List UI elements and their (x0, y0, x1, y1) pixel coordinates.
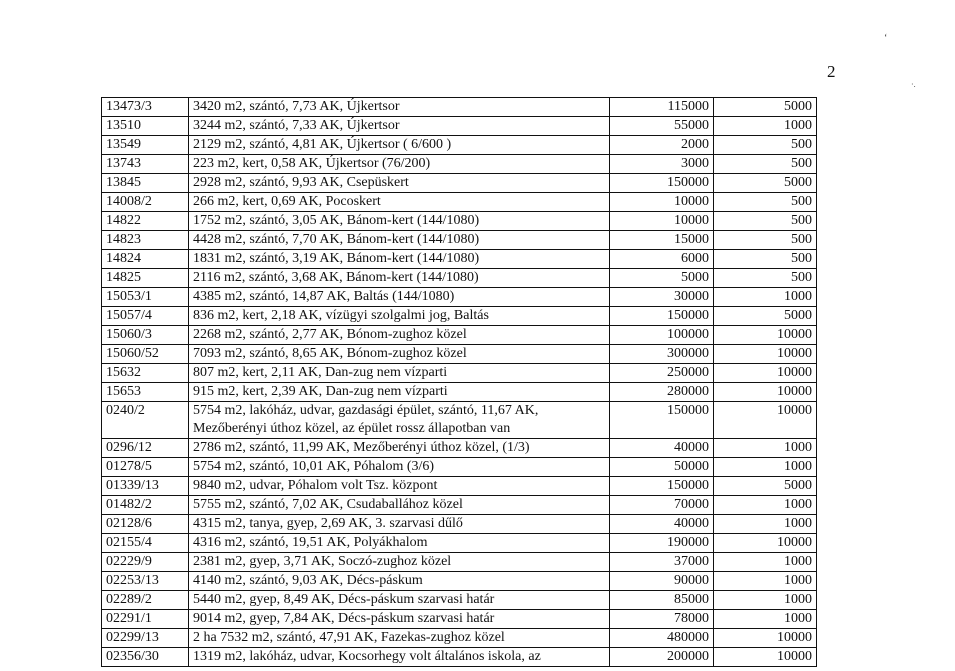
parcel-price-cell: 280000 (610, 383, 714, 402)
parcel-deposit-cell: 5000 (714, 174, 817, 193)
table-row (102, 591, 817, 610)
scan-speck: ·. (911, 80, 916, 89)
parcel-description-cell: 2 ha 7532 m2, szántó, 47,91 AK, Fazekas-zughoz közel (189, 629, 610, 648)
parcel-deposit-cell: 10000 (714, 326, 817, 345)
parcel-description-cell: 3420 m2, szántó, 7,73 AK, Újkertsor (189, 98, 610, 117)
parcel-id-cell: 02155/4 (102, 534, 189, 553)
parcel-price-cell: 150000 (610, 307, 714, 326)
parcel-id-cell: 14825 (102, 269, 189, 288)
parcel-id-cell: 02253/13 (102, 572, 189, 591)
parcel-deposit-cell: 1000 (714, 439, 817, 458)
parcel-description-cell: 4428 m2, szántó, 7,70 AK, Bánom-kert (144/1080) (189, 231, 610, 250)
parcel-price-cell: 40000 (610, 515, 714, 534)
parcel-price-cell: 150000 (610, 402, 714, 439)
parcel-description-cell: 1752 m2, szántó, 3,05 AK, Bánom-kert (144/1080) (189, 212, 610, 231)
parcel-price-cell: 10000 (610, 193, 714, 212)
parcel-id-cell: 14823 (102, 231, 189, 250)
parcel-description-cell: 2381 m2, gyep, 3,71 AK, Soczó-zughoz közel (189, 553, 610, 572)
parcel-description-cell: 4140 m2, szántó, 9,03 AK, Décs-páskum (189, 572, 610, 591)
page-number: 2 (827, 62, 836, 81)
parcel-description-cell: 1831 m2, szántó, 3,19 AK, Bánom-kert (144/1080) (189, 250, 610, 269)
parcel-id-cell: 15632 (102, 364, 189, 383)
parcel-deposit-cell: 1000 (714, 496, 817, 515)
parcel-description-cell: 7093 m2, szántó, 8,65 AK, Bónom-zughoz közel (189, 345, 610, 364)
parcel-id-cell: 15060/3 (102, 326, 189, 345)
parcel-description-cell: 836 m2, kert, 2,18 AK, vízügyi szolgalmi jog, Baltás (189, 307, 610, 326)
table-row (102, 496, 817, 515)
parcel-description-cell: 4316 m2, szántó, 19,51 AK, Polyákhalom (189, 534, 610, 553)
parcel-description-cell: 5754 m2, lakóház, udvar, gazdasági épület, szántó, 11,67 AK, Mezőberényi úthoz közel, az épület rossz állapotban van (189, 402, 610, 439)
parcel-price-cell: 10000 (610, 212, 714, 231)
parcel-id-cell: 14822 (102, 212, 189, 231)
table-row (102, 250, 817, 269)
parcel-price-cell: 2000 (610, 136, 714, 155)
parcel-price-cell: 200000 (610, 648, 714, 667)
parcel-deposit-cell: 10000 (714, 402, 817, 439)
parcel-deposit-cell: 500 (714, 193, 817, 212)
parcel-deposit-cell: 1000 (714, 117, 817, 136)
parcel-description-cell: 223 m2, kert, 0,58 AK, Újkertsor (76/200) (189, 155, 610, 174)
parcel-table-container (101, 97, 816, 667)
table-row (102, 155, 817, 174)
parcel-description-cell: 915 m2, kert, 2,39 AK, Dan-zug nem vízparti (189, 383, 610, 402)
parcel-id-cell: 02229/9 (102, 553, 189, 572)
parcel-deposit-cell: 500 (714, 212, 817, 231)
parcel-deposit-cell: 500 (714, 250, 817, 269)
parcel-deposit-cell: 1000 (714, 591, 817, 610)
parcel-id-cell: 02356/30 (102, 648, 189, 667)
parcel-deposit-cell: 10000 (714, 383, 817, 402)
scan-speck: ‘ (884, 33, 888, 44)
parcel-price-cell: 190000 (610, 534, 714, 553)
parcel-deposit-cell: 10000 (714, 345, 817, 364)
parcel-id-cell: 15653 (102, 383, 189, 402)
parcel-id-cell: 15053/1 (102, 288, 189, 307)
parcel-price-cell: 85000 (610, 591, 714, 610)
parcel-table (101, 97, 817, 667)
parcel-id-cell: 02128/6 (102, 515, 189, 534)
table-row (102, 534, 817, 553)
table-row (102, 610, 817, 629)
parcel-description-cell: 2129 m2, szántó, 4,81 AK, Újkertsor ( 6/600 ) (189, 136, 610, 155)
parcel-description-cell: 2786 m2, szántó, 11,99 AK, Mezőberényi úthoz közel, (1/3) (189, 439, 610, 458)
parcel-deposit-cell: 10000 (714, 629, 817, 648)
table-row (102, 364, 817, 383)
table-row (102, 269, 817, 288)
parcel-description-cell: 9014 m2, gyep, 7,84 AK, Décs-páskum szarvasi határ (189, 610, 610, 629)
parcel-price-cell: 70000 (610, 496, 714, 515)
table-row (102, 402, 817, 439)
parcel-price-cell: 3000 (610, 155, 714, 174)
parcel-description-cell: 2268 m2, szántó, 2,77 AK, Bónom-zughoz közel (189, 326, 610, 345)
parcel-id-cell: 01278/5 (102, 458, 189, 477)
parcel-id-cell: 02291/1 (102, 610, 189, 629)
parcel-price-cell: 15000 (610, 231, 714, 250)
parcel-price-cell: 30000 (610, 288, 714, 307)
table-row (102, 629, 817, 648)
parcel-price-cell: 300000 (610, 345, 714, 364)
table-row (102, 383, 817, 402)
parcel-id-cell: 13743 (102, 155, 189, 174)
parcel-table-body (102, 98, 817, 667)
table-row (102, 515, 817, 534)
parcel-price-cell: 5000 (610, 269, 714, 288)
parcel-deposit-cell: 1000 (714, 553, 817, 572)
table-row (102, 288, 817, 307)
parcel-id-cell: 14824 (102, 250, 189, 269)
parcel-price-cell: 150000 (610, 174, 714, 193)
parcel-deposit-cell: 10000 (714, 364, 817, 383)
table-row (102, 136, 817, 155)
parcel-price-cell: 115000 (610, 98, 714, 117)
parcel-price-cell: 78000 (610, 610, 714, 629)
parcel-price-cell: 100000 (610, 326, 714, 345)
parcel-price-cell: 480000 (610, 629, 714, 648)
parcel-id-cell: 02289/2 (102, 591, 189, 610)
parcel-id-cell: 01339/13 (102, 477, 189, 496)
parcel-deposit-cell: 500 (714, 155, 817, 174)
table-row (102, 553, 817, 572)
table-row (102, 193, 817, 212)
parcel-deposit-cell: 1000 (714, 515, 817, 534)
parcel-deposit-cell: 1000 (714, 458, 817, 477)
parcel-id-cell: 13473/3 (102, 98, 189, 117)
parcel-description-cell: 4315 m2, tanya, gyep, 2,69 AK, 3. szarvasi dűlő (189, 515, 610, 534)
parcel-price-cell: 90000 (610, 572, 714, 591)
parcel-id-cell: 01482/2 (102, 496, 189, 515)
table-row (102, 439, 817, 458)
parcel-description-cell: 2928 m2, szántó, 9,93 AK, Csepüskert (189, 174, 610, 193)
table-row (102, 98, 817, 117)
table-row (102, 212, 817, 231)
parcel-deposit-cell: 10000 (714, 534, 817, 553)
parcel-deposit-cell: 5000 (714, 307, 817, 326)
parcel-price-cell: 40000 (610, 439, 714, 458)
parcel-description-cell: 4385 m2, szántó, 14,87 AK, Baltás (144/1080) (189, 288, 610, 307)
parcel-deposit-cell: 5000 (714, 98, 817, 117)
parcel-description-cell: 266 m2, kert, 0,69 AK, Pocoskert (189, 193, 610, 212)
parcel-id-cell: 0296/12 (102, 439, 189, 458)
table-row (102, 231, 817, 250)
parcel-price-cell: 150000 (610, 477, 714, 496)
parcel-id-cell: 15057/4 (102, 307, 189, 326)
parcel-id-cell: 13510 (102, 117, 189, 136)
parcel-description-cell: 1319 m2, lakóház, udvar, Kocsorhegy volt általános iskola, az (189, 648, 610, 667)
parcel-id-cell: 0240/2 (102, 402, 189, 439)
parcel-deposit-cell: 10000 (714, 648, 817, 667)
parcel-price-cell: 6000 (610, 250, 714, 269)
parcel-deposit-cell: 500 (714, 136, 817, 155)
table-row (102, 174, 817, 193)
parcel-id-cell: 14008/2 (102, 193, 189, 212)
parcel-price-cell: 55000 (610, 117, 714, 136)
parcel-description-cell: 5755 m2, szántó, 7,02 AK, Csudaballához közel (189, 496, 610, 515)
parcel-price-cell: 50000 (610, 458, 714, 477)
parcel-deposit-cell: 1000 (714, 288, 817, 307)
parcel-description-cell: 5440 m2, gyep, 8,49 AK, Décs-páskum szarvasi határ (189, 591, 610, 610)
parcel-description-cell: 2116 m2, szántó, 3,68 AK, Bánom-kert (144/1080) (189, 269, 610, 288)
parcel-id-cell: 02299/13 (102, 629, 189, 648)
parcel-description-cell: 5754 m2, szántó, 10,01 AK, Póhalom (3/6) (189, 458, 610, 477)
table-row (102, 117, 817, 136)
parcel-price-cell: 250000 (610, 364, 714, 383)
table-row (102, 648, 817, 667)
parcel-id-cell: 13845 (102, 174, 189, 193)
table-row (102, 572, 817, 591)
parcel-deposit-cell: 500 (714, 269, 817, 288)
table-row (102, 458, 817, 477)
parcel-deposit-cell: 5000 (714, 477, 817, 496)
table-row (102, 345, 817, 364)
parcel-deposit-cell: 1000 (714, 572, 817, 591)
parcel-deposit-cell: 1000 (714, 610, 817, 629)
table-row (102, 477, 817, 496)
table-row (102, 307, 817, 326)
parcel-id-cell: 13549 (102, 136, 189, 155)
parcel-deposit-cell: 500 (714, 231, 817, 250)
parcel-price-cell: 37000 (610, 553, 714, 572)
parcel-description-cell: 807 m2, kert, 2,11 AK, Dan-zug nem vízparti (189, 364, 610, 383)
parcel-description-cell: 9840 m2, udvar, Póhalom volt Tsz. központ (189, 477, 610, 496)
parcel-description-cell: 3244 m2, szántó, 7,33 AK, Újkertsor (189, 117, 610, 136)
table-row (102, 326, 817, 345)
parcel-id-cell: 15060/52 (102, 345, 189, 364)
